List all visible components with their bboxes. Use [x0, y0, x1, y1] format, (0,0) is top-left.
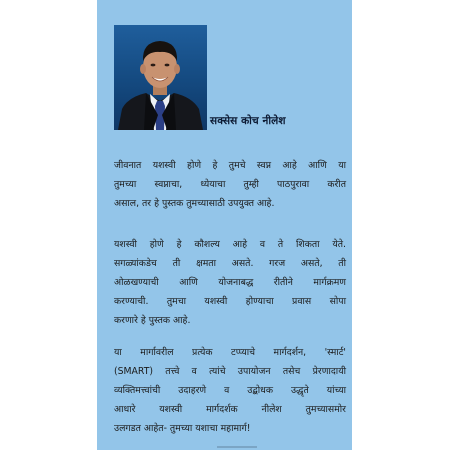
- blurb-line: आधारे यशस्वी मार्गदर्शक नीलेश तुमच्यासमोर: [114, 404, 346, 415]
- blurb-line: तुमच्या स्वप्नाचा, ध्येयाचा तुम्ही पाठपुरावा करीत: [114, 179, 346, 190]
- blurb-line: असाल, तर हे पुस्तक तुमच्यासाठी उपयुक्त आहे.: [114, 198, 275, 209]
- blurb-line: सगळ्यांकडेच ती क्षमता असते. गरज असते, ती: [114, 258, 346, 269]
- blurb-line: जीवनात यशस्वी होणे हे तुमचे स्वप्न आहे आणि या: [114, 160, 346, 171]
- blurb-line: करण्याची. तुमचा यशस्वी होण्याचा प्रवास सोपा: [114, 296, 346, 307]
- blurb-paragraph-2: [114, 235, 346, 330]
- bottom-edge-mark: [217, 446, 257, 448]
- blurb-line: उलगडत आहेत- तुमच्या यशाचा महामार्ग!: [114, 423, 251, 434]
- blurb-line: (SMART) तत्त्वे व त्यांचे उपायोजन तसेच प्रेरणादायी: [114, 366, 346, 377]
- blurb-line: यशस्वी होणे हे कौशल्य आहे व ते शिकता येते.: [114, 239, 346, 250]
- author-name: सक्सेस कोच नीलेश: [210, 115, 286, 127]
- blurb-line: व्यक्तिमत्त्वांची उदाहरणे व उद्बोधक उद्धृते यांच्या: [114, 385, 346, 396]
- blurb-paragraph-3: [114, 343, 346, 438]
- blurb-line: या मार्गावरील प्रत्येक टप्प्याचे मार्गदर्शन, 'स्मार्ट': [114, 347, 346, 358]
- blurb-paragraph-1: [114, 156, 346, 213]
- author-photo: [114, 25, 207, 130]
- blurb-line: ओळखण्याची आणि योजनाबद्ध रीतीने मार्गक्रमण: [114, 277, 346, 288]
- book-back-cover: [97, 0, 352, 450]
- blurb-line: करणारे हे पुस्तक आहे.: [114, 315, 191, 326]
